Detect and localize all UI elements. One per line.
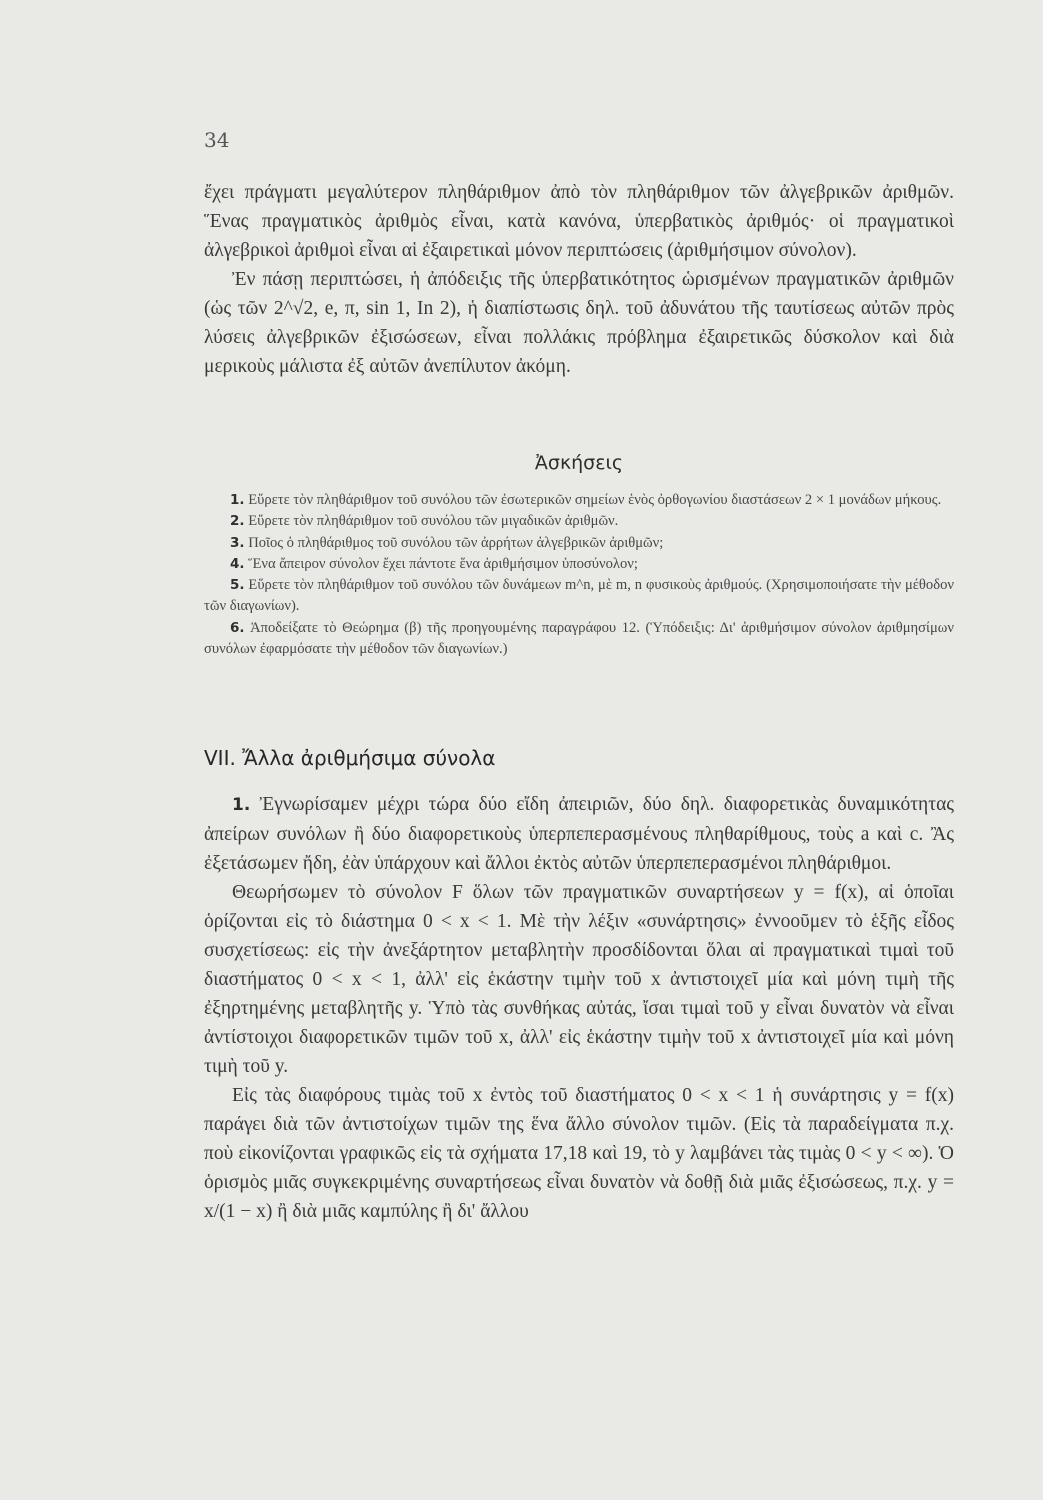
intro-paragraph-1: ἔχει πράγματι μεγαλύτερον πληθάριθμον ἀπὸ τὸν πληθάριθμον τῶν ἀλγεβρικῶν ἀριθμῶν. Ἕνας πραγματικὸς ἀριθμὸς εἶναι, κατὰ κανόνα, ὑπερβατικὸς ἀριθμός· οἱ πραγματικοὶ ἀλγεβρικοὶ ἀριθμοὶ εἶναι αἱ ἐξαιρετικαὶ μόνον περιπτώσεις (ἀριθμήσιμον σύνολον).	[204, 182, 954, 261]
exercise-text: Ἕνα ἄπειρον σύνολον ἔχει πάντοτε ἕνα ἀριθμήσιμον ὑποσύνολον;	[248, 555, 638, 572]
exercise-item	[204, 511, 954, 532]
exercise-item	[204, 554, 954, 575]
exercise-text: Εὕρετε τὸν πληθάριθμον τοῦ συνόλου τῶν ἐσωτερικῶν σημείων ἑνὸς ὀρθογωνίου διαστάσεων 2 × 1 μονάδων μήκους.	[248, 492, 942, 508]
exercise-item	[204, 575, 954, 618]
intro-text	[204, 178, 954, 381]
exercise-item	[204, 618, 954, 661]
section-heading: VII. Ἄλλα ἀριθμήσιμα σύνολα	[204, 746, 496, 770]
exercise-text: Εὕρετε τὸν πληθάριθμον τοῦ συνόλου τῶν μιγαδικῶν ἀριθμῶν.	[248, 513, 619, 530]
intro-paragraph-2: Ἐν πάσῃ περιπτώσει, ἡ ἀπόδειξις τῆς ὑπερβατικότητος ὡρισμένων πραγματικῶν ἀριθμῶν (ὡς τῶν 2^√2, e, π, sin 1, In 2), ἡ διαπίστωσις δηλ. τοῦ ἀδυνάτου τῆς ταυτίσεως αὐτῶν πρὸς λύσεις ἀλγεβρικῶν ἐξισώσεων, εἶναι πολλάκις πρόβλημα ἐξαιρετικῶς δύσκολον καὶ διὰ μερικοὺς μάλιστα ἐξ αὐτῶν ἀνεπίλυτον ἀκόμη.	[204, 269, 954, 377]
section-paragraph-3: Εἰς τὰς διαφόρους τιμὰς τοῦ x ἐντὸς τοῦ διαστήματος 0 < x < 1 ἡ συνάρτησις y = f(x) παράγει διὰ τῶν ἀντιστοίχων τιμῶν της ἕνα ἄλλο σύνολον τιμῶν. (Εἰς τὰ παραδείγματα π.χ. ποὺ εἰκονίζονται γραφικῶς εἰς τὰ σχήματα 17,18 καὶ 19, τὸ y λαμβάνει τὰς τιμὰς 0 < y < ∞). Ὁ ὁρισμὸς μιᾶς συγκεκριμένης συναρτήσεως εἶναι δυνατὸν νὰ δοθῇ διὰ μιᾶς ἐξισώσεως, π.χ. y = x/(1 − x) ἢ διὰ μιᾶς καμπύλης ἢ δι' ἄλλου	[204, 1085, 954, 1222]
section-paragraph-1	[204, 790, 954, 878]
section-paragraph-2: Θεωρήσωμεν τὸ σύνολον F ὅλων τῶν πραγματικῶν συναρτήσεων y = f(x), αἱ ὁποῖαι ὁρίζονται εἰς τὸ διάστημα 0 < x < 1. Μὲ τὴν λέξιν «συνάρτησις» ἐννοοῦμεν τὸ ἑξῆς εἶδος συσχετίσεως: εἰς τὴν ἀνεξάρτητον μεταβλητὴν προσδίδονται ὅλαι αἱ πραγματικαὶ τιμαὶ τοῦ διαστήματος 0 < x < 1, ἀλλ' εἰς ἑκάστην τιμὴν τοῦ x ἀντιστοιχεῖ μία καὶ μόνη τιμὴ τῆς ἐξηρτημένης μεταβλητῆς y. Ὑπὸ τὰς συνθήκας αὐτάς, ἴσαι τιμαὶ τοῦ y εἶναι δυνατὸν νὰ εἶναι ἀντίστοιχοι διαφορετικῶν τιμῶν τοῦ x, ἀλλ' εἰς ἑκάστην τιμὴν τοῦ x ἀντιστοιχεῖ μία καὶ μόνη τιμὴ τοῦ y.	[204, 882, 954, 1077]
exercise-number: 3.	[230, 534, 245, 551]
exercise-item	[204, 533, 954, 554]
exercise-text: Ἀποδείξατε τὸ Θεώρημα (β) τῆς προηγουμένης παραγράφου 12. (Ὑπόδειξις: Δι' ἀριθμήσιμον σύνολον ἀριθμησίμων συνόλων ἐφαρμόσατε τὴν μέθοδον τῶν διαγωνίων.)	[204, 619, 954, 658]
section-paragraph-1-text: Ἐγνωρίσαμεν μέχρι τώρα δύο εἴδη ἀπειριῶν, δύο δηλ. διαφορετικὰς δυναμικότητας ἀπείρων συνόλων ἢ δύο διαφορετικοὺς ὑπερπεπερασμένους πληθαρίθμους, τοὺς a καὶ c. Ἂς ἐξετάσωμεν ἤδη, ἐὰν ὑπάρχουν καὶ ἄλλοι ἐκτὸς αὐτῶν ὑπερπεπερασμένοι πληθάριθμοι.	[204, 794, 955, 874]
page-number: 34	[204, 128, 230, 152]
section-body	[204, 790, 954, 1226]
exercises-heading: Ἀσκήσεις	[534, 452, 624, 474]
exercise-number: 5.	[230, 577, 245, 594]
exercise-text: Εὕρετε τὸν πληθάριθμον τοῦ συνόλου τῶν δυνάμεων m^n, μὲ m, n φυσικοὺς ἀριθμούς. (Χρησιμοποιήσατε τὴν μέθοδον τῶν διαγωνίων).	[204, 577, 954, 615]
exercise-number: 6.	[230, 619, 245, 636]
exercise-number: 1.	[230, 492, 245, 508]
exercise-item	[204, 490, 954, 511]
exercise-text: Ποῖος ὁ πληθάριθμος τοῦ συνόλου τῶν ἀρρήτων ἀλγεβρικῶν ἀριθμῶν;	[248, 534, 664, 551]
exercise-number: 4.	[230, 555, 245, 572]
exercises-list	[204, 490, 954, 660]
exercise-number: 2.	[230, 513, 245, 530]
paragraph-number: 1.	[232, 795, 251, 815]
